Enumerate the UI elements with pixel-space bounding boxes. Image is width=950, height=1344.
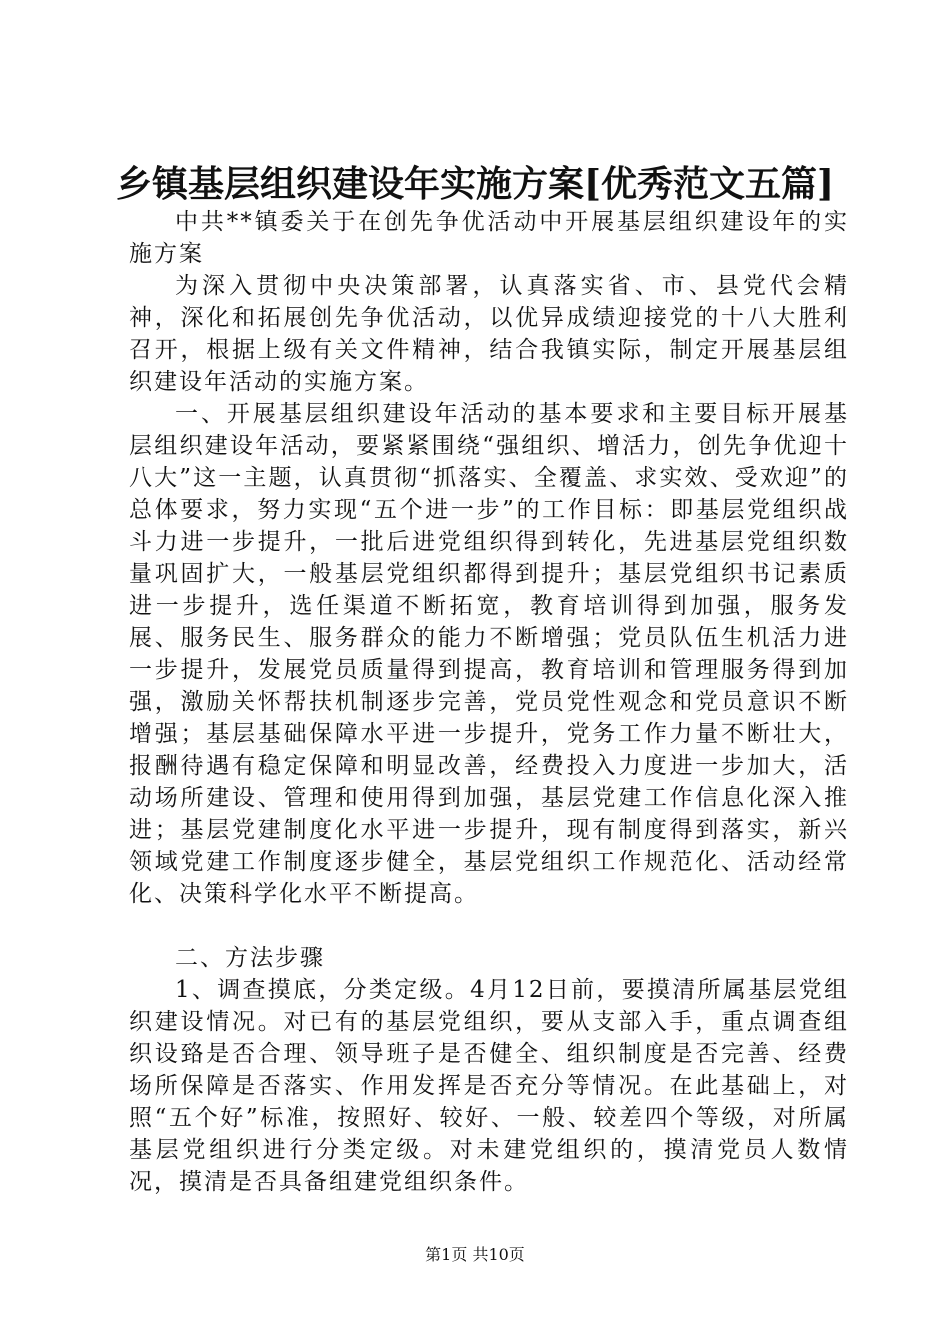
document-body [129,206,849,1198]
page-number-footer: 第1页 共10页 [425,1245,525,1264]
document-title: 乡镇基层组织建设年实施方案[优秀范文五篇] [115,163,835,205]
paragraph-section-two-heading: 二、方法步骤 [175,945,325,971]
paragraph-heading-line: 中共**镇委关于在创先争优活动中开展基层组织建设年的实施方案 [129,209,849,267]
paragraph-step-one: 1、调查摸底，分类定级。4月12日前，要摸清所属基层党组织建设情况。对已有的基层党组织，要从支部入手，重点调查组织设臵是否合理、领导班子是否健全、组织制度是否完善、经费场所保障是否落实、作用发挥是否充分等情况。在此基础上，对照“五个好”标准，按照好、较好、一般、较差四个等级，对所属基层党组织进行分类定级。对未建党组织的，摸清党员人数情况，摸清是否具备组建党组织条件。 [129,977,849,1195]
paragraph-section-one: 一、开展基层组织建设年活动的基本要求和主要目标开展基层组织建设年活动，要紧紧围绕“强组织、增活力，创先争优迎十八大”这一主题，认真贯彻“抓落实、全覆盖、求实效、受欢迎”的总体要求，努力实现“五个进一步”的工作目标：即基层党组织战斗力进一步提升，一批后进党组织得到转化，先进基层党组织数量巩固扩大，一般基层党组织都得到提升；基层党组织书记素质进一步提升，选任渠道不断拓宽，教育培训得到加强，服务发展、服务民生、服务群众的能力不断增强；党员队伍生机活力进一步提升，发展党员质量得到提高，教育培训和管理服务得到加强，激励关怀帮扶机制逐步完善，党员党性观念和党员意识不断增强；基层基础保障水平进一步提升，党务工作力量不断壮大，报酬待遇有稳定保障和明显改善，经费投入力度进一步加大，活动场所建设、管理和使用得到加强，基层党建工作信息化深入推进；基层党建制度化水平进一步提升，现有制度得到落实，新兴领域党建工作制度逐步健全，基层党组织工作规范化、活动经常化、决策科学化水平不断提高。 [129,401,849,907]
paragraph-intro: 为深入贯彻中央决策部署，认真落实省、市、县党代会精神，深化和拓展创先争优活动，以优异成绩迎接党的十八大胜利召开，根据上级有关文件精神，结合我镇实际，制定开展基层组织建设年活动的实施方案。 [129,273,849,395]
